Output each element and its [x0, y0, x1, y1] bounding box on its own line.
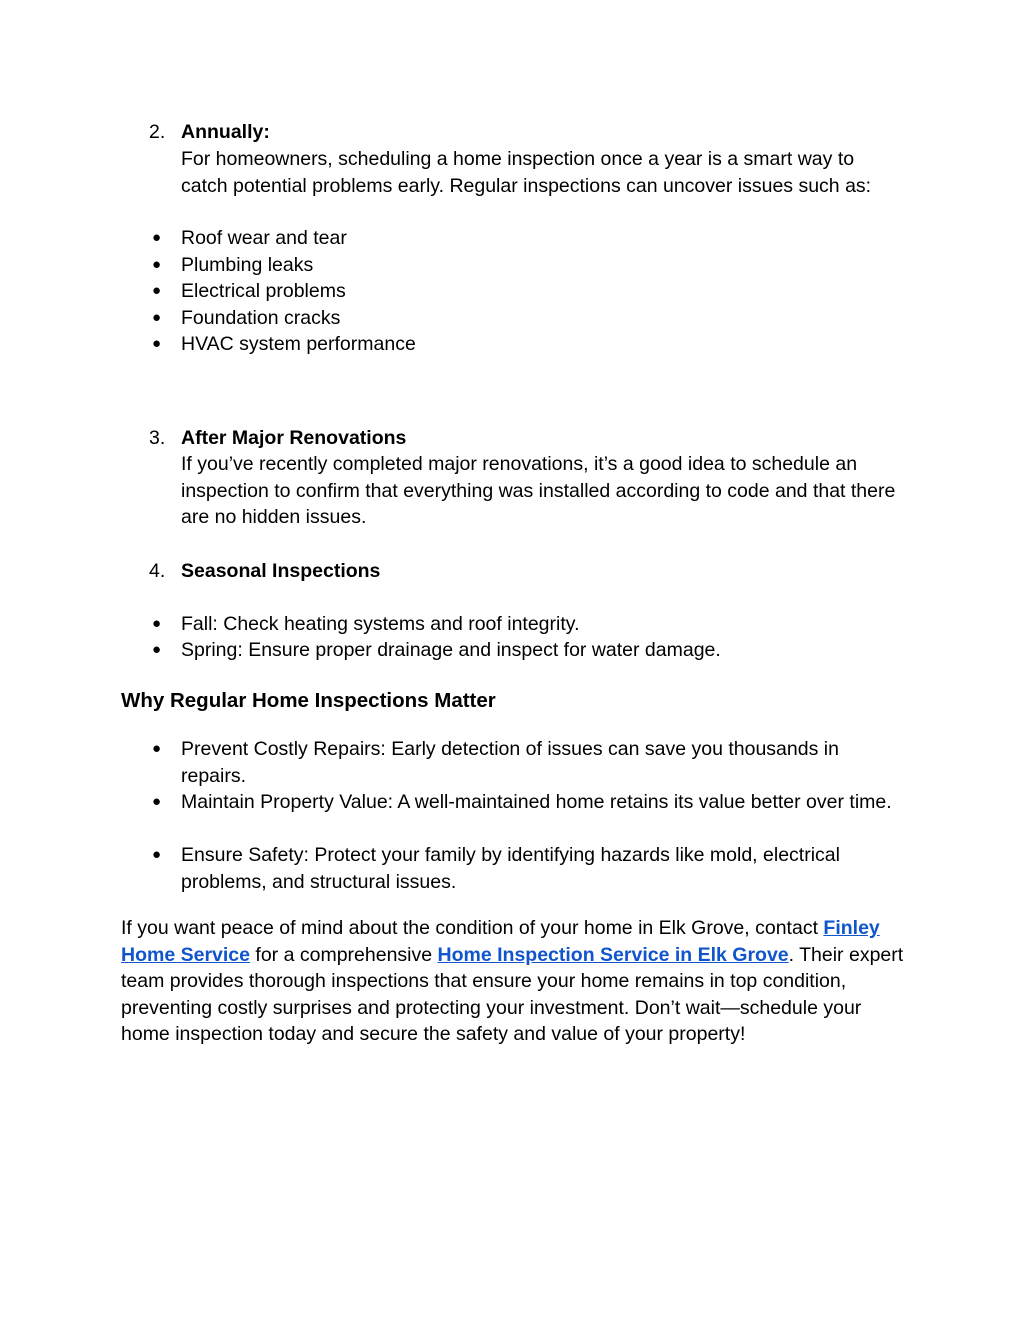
bullet-icon: ● [152, 793, 162, 810]
bullet-icon: ● [152, 846, 162, 863]
list-item: Electrical problems [181, 280, 346, 302]
bullet-icon: ● [152, 229, 162, 246]
list-item: Plumbing leaks [181, 254, 314, 276]
bullet-icon: ● [152, 256, 162, 273]
list-item: Foundation cracks [181, 307, 341, 329]
list-item: Prevent Costly Repairs: Early detection of issues can save you thousands in repairs. [181, 738, 839, 787]
list-item: Spring: Ensure proper drainage and inspect for water damage. [181, 639, 721, 661]
item-body-renovations: If you’ve recently completed major renovations, it’s a good idea to schedule an inspection to confirm that everything was installed according to code and that there are no hidden issues. [181, 453, 896, 528]
item-title-seasonal: Seasonal Inspections [181, 560, 381, 582]
list-item: Maintain Property Value: A well-maintained home retains its value better over time. [181, 791, 892, 813]
list-item: Roof wear and tear [181, 227, 347, 249]
bullet-icon: ● [152, 282, 162, 299]
list-number: 4. [149, 560, 166, 582]
list-number: 2. [149, 121, 166, 143]
list-item: HVAC system performance [181, 333, 416, 355]
home-inspection-service-link[interactable]: Home Inspection Service in Elk Grove [437, 943, 789, 966]
list-item: Ensure Safety: Protect your family by identifying hazards like mold, electrical problems, and structural issues. [181, 844, 840, 893]
bullet-icon: ● [152, 615, 162, 632]
item-body-annually: For homeowners, scheduling a home inspection once a year is a smart way to catch potential problems early. Regular inspections can uncover issues such as: [181, 148, 872, 197]
bullet-icon: ● [152, 309, 162, 326]
list-item: Fall: Check heating systems and roof integrity. [181, 613, 580, 635]
section-heading: Why Regular Home Inspections Matter [121, 689, 496, 712]
item-title-renovations: After Major Renovations [181, 427, 407, 449]
bullet-icon: ● [152, 740, 162, 757]
closing-paragraph [121, 915, 905, 1048]
list-number: 3. [149, 427, 166, 449]
item-title-annually: Annually: [181, 121, 270, 143]
bullet-icon: ● [152, 335, 162, 352]
closing-text: If you want peace of mind about the condition of your home in Elk Grove, contact [121, 917, 824, 939]
closing-text: . Their expert team provides thorough inspections that ensure your home remains in top condition, preventing costly surprises and protecting your investment. Don’t wait—schedule your home inspection today and secure the safety and value of your property! [121, 943, 904, 1045]
closing-text: for a comprehensive [250, 943, 438, 966]
finley-home-service-link[interactable]: Finley Home Service [121, 917, 880, 966]
bullet-icon: ● [152, 641, 162, 658]
